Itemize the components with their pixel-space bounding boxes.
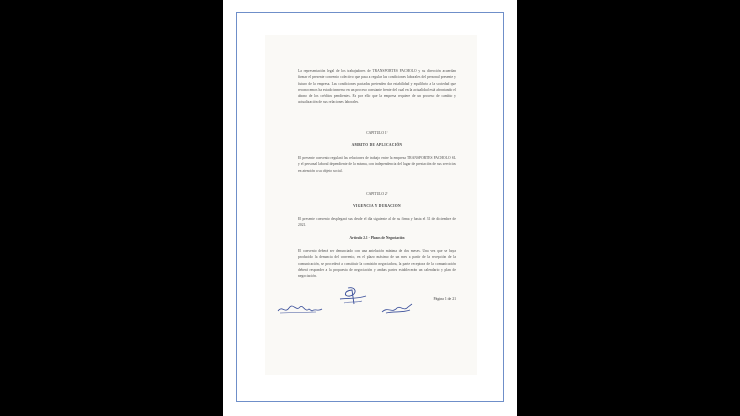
chapter-2-title: VIGENCIA Y DURACION (353, 204, 401, 208)
article-2-1-title: Artículo 2.1 - Plazos de Negociación (349, 236, 405, 240)
chapter-1-title: AMBITO DE APLICACIÓN (351, 143, 403, 147)
chapter-1-body: El presente convenio regulará las relaciones de trabajo entre la empresa TRANSPORTES PACHOLO SL y el personal laboral dependiente de la misma, con independencia del lugar de prestación de sus servicios en atención a su objeto social. (298, 156, 456, 173)
signature-left (276, 300, 324, 316)
intro-paragraph: La representación legal de los trabajadores de TRANSPORTES PACHOLO y su dirección acuerdan firmar el presente convenio colectivo que pasa a regular las condiciones laborales del personal presente y futuro de la empresa. Las condiciones pactadas pretenden dar estabilidad y equilibrio a la sociedad que reconocemos ha estado inmerso en un proceso constante frente del cual en la actualidad está afrontando el abono de los créditos pendientes. Es por ello que la empresa requiere de un proceso de cambio y actualización de sus relaciones laborales. (298, 69, 456, 105)
chapter-2-body: El presente convenio desplegará sus desde el día siguiente al de su firma y hasta el 31 de diciembre de 2021. (298, 217, 456, 228)
signature-center (334, 284, 370, 308)
article-2-1-body: El convenio deberá ser denunciado con una antelación mínima de dos meses. Una vez que se haya producido la denuncia del convenio, en el plazo máximo de un mes a partir de la recepción de la comunicación, se procederá a constituir la comisión negociadora, la parte receptora de la comunicación deberá responder a la propuesta de negociación y ambas partes establecerán un calendario y plan de negociación. (298, 249, 456, 279)
chapter-1-heading: CAPITULO 1º (366, 131, 388, 135)
chapter-2-heading: CAPITULO 2º (366, 192, 388, 196)
page-number: Página 1 de 21 (433, 297, 456, 301)
signature-right (380, 300, 414, 316)
